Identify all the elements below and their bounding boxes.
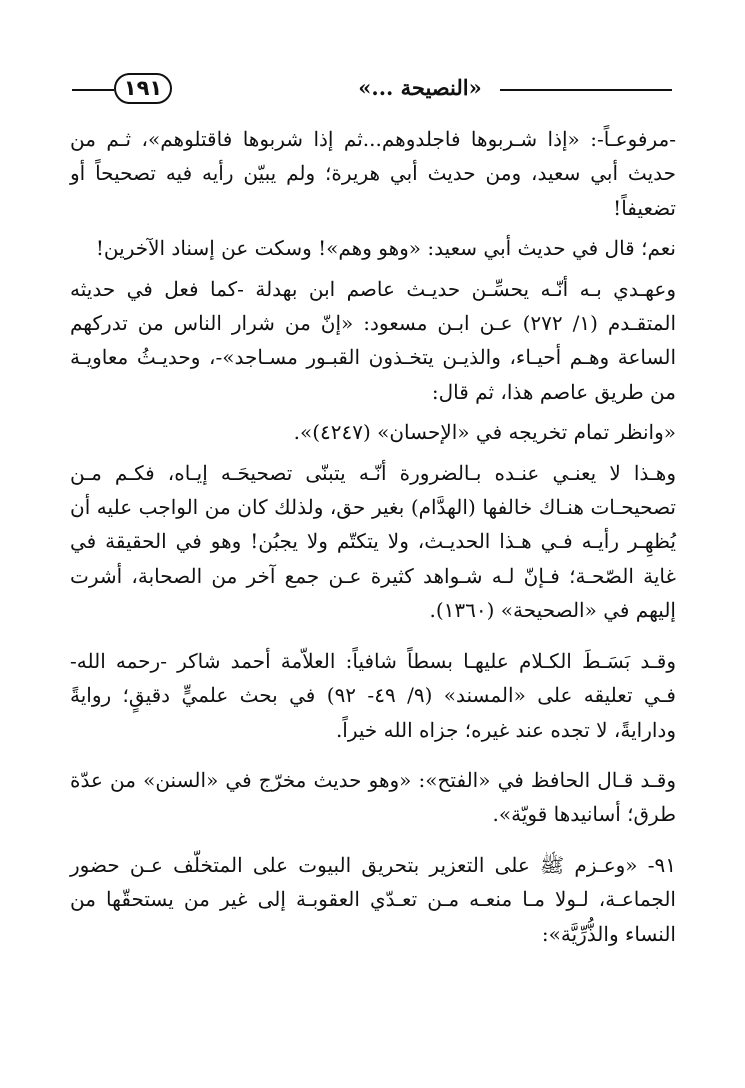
- header-rule-left: [72, 89, 114, 91]
- paragraph: نعم؛ قال في حديث أبي سعيد: «وهو وهم»! وسكت عن إسناد الآخرين!: [95, 236, 676, 261]
- paragraph: وقـد بَسَـطَ الكـلام عليهـا بسطاً شافياً: العلاّمة أحمد شاكر -رحمه الله- فـي تعليقه على «المسند» (٩/ ٤٩- ٩٢) في بحث علميٍّ دقيقٍ؛ روايةً ودارايةً، لا تجده عند غيره؛ جزاه الله خيراً.: [70, 648, 676, 742]
- paragraph: وهـذا لا يعنـي عنـده بـالضرورة أنّـه يتبنّى تصحيحَـه إيـاه، فكـم مـن تصحيحـات هنـاك خالفها (الهدَّام) بغير حق، ولذلك كان من الواجب عليه أن يُظهِـر رأيـه فـي هـذا الحديـث، ولا يتكتّم ولا يجبُن! وهو في الحقيقة في غاية الصّحـة؛ فـإنّ لـه شـواهد كثيرة عـن جمع آخر من الصحابة، أشرت إليهم في «الصحيحة» (١٣٦٠).: [70, 460, 676, 623]
- numbered-item: ٩١- «وعـزم ﷺ على التعزير بتحريق البيوت على المتخلّف عـن حضور الجماعـة، لـولا مـا منعـه مـن تعـدّي العقوبـة إلى غير من يستحقّها من النساء والذُّرِّيَّة»:: [70, 852, 676, 946]
- paragraph: وقـد قـال الحافظ في «الفتح»: «وهو حديث مخرّج في «السنن» من عدّة طرق؛ أسانيدها قويّة».: [70, 767, 676, 827]
- paragraph: وعهـدي بـه أنّـه يحسِّـن حديـث عاصم ابن بهدلة -كما فعل في حديثه المتقـدم (١/ ٢٧٢) عـن ابـن مسعود: «إنّ من شرار الناس من تدركهم الساعة وهـم أحيـاء، والذيـن يتخـذون القبـور مسـاجد»-، وحديـثُ معاويـة من طريق عاصم هذا، ثم قال:: [70, 276, 676, 404]
- quote-paragraph: «وانظر تمام تخريجه في «الإحسان» (٤٢٤٧)».: [293, 420, 676, 445]
- body-text: [70, 122, 676, 951]
- paragraph: -مرفوعـاً-: «إذا شـربوها فاجلدوهم...ثم إذا شربوها فاقتلوهم»، ثـم من حديث أبي سعيد، ومن حديث أبي هريرة؛ ولم يبيّن رأيه فيه تصحيحاً أو تضعيفاً!: [70, 127, 676, 220]
- header-rule-right: [500, 89, 672, 91]
- page-header: [72, 72, 672, 106]
- page-number: ١٩١: [114, 73, 172, 104]
- running-title: «النصيحة ...»: [358, 75, 482, 100]
